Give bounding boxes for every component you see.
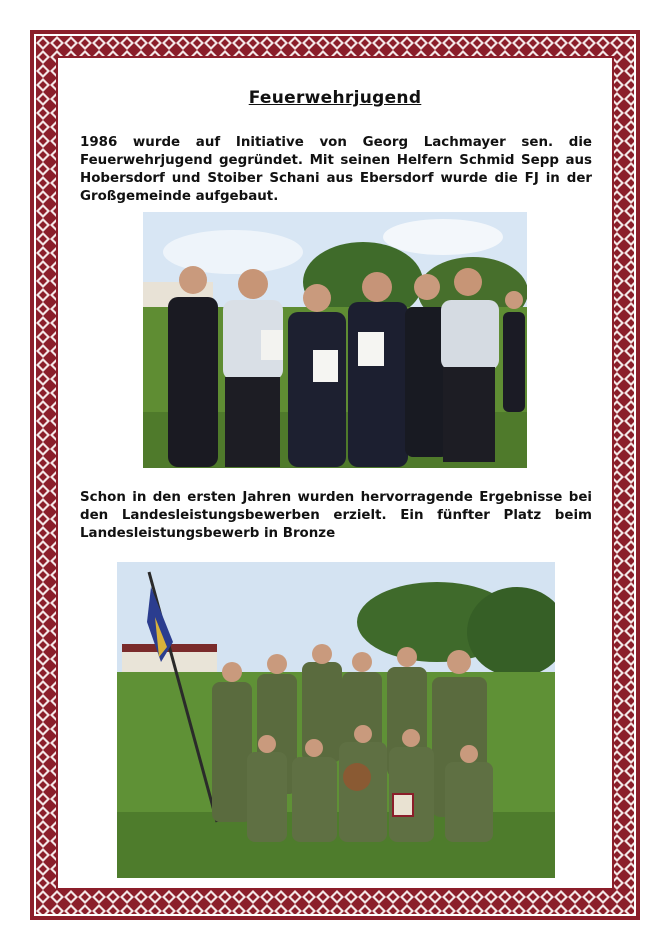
history-paragraph: 1986 wurde auf Initiative von Georg Lachmayer sen. die Feuerwehrjugend gegründet. Mit seinen Helfern Schmid Sepp aus Hobersdorf und Stoiber Schani aus Ebersdorf wurde die FJ in der Großgemeinde aufgebaut. [80,135,592,204]
group-photo-youth-team [117,562,555,878]
group-photo-officials [143,212,527,468]
results-paragraph: Schon in den ersten Jahren wurden hervorragende Ergebnisse bei den Landesleistungsbewerben erzielt. Ein fünfter Platz beim Landesleistungsbewerb in Bronze [80,490,592,541]
page-title: Feuerwehrjugend [248,88,422,108]
